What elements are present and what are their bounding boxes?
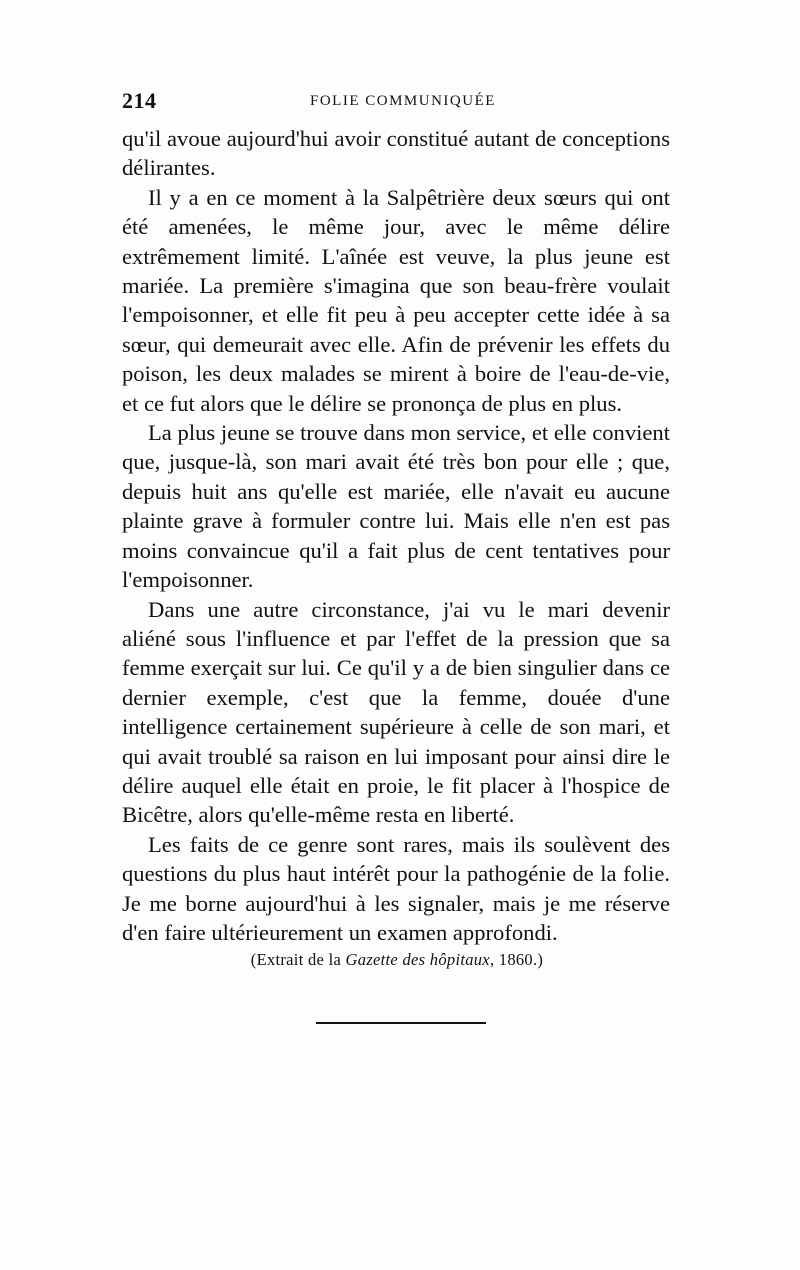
paragraph-husband-case: Dans une autre circonstance, j'ai vu le mari devenir aliéné sous l'influence et par l'effet de la pression que sa femme exerçait sur lui. Ce qu'il y a de bien singulier dans ce dernier exemple, c'est que la femme, douée d'une intelligence certainement supérieure à celle de son mari, et qui avait troublé sa raison en lui imposant pour ainsi dire le délire auquel elle était en proie, le fit placer à l'hospice de Bicêtre, alors qu'elle-même resta en liberté. <box>122 596 670 828</box>
source-prefix: (Extrait de la <box>250 950 346 969</box>
paragraph-conclusion: Les faits de ce genre sont rares, mais ils soulèvent des questions du plus haut intérêt pour la pathogénie de la folie. Je me borne aujourd'hui à les signaler, mais je me réserve d'en faire ultérieurement un examen approfondi. <box>122 831 670 945</box>
source-suffix: , 1860.) <box>489 950 544 969</box>
running-head: FOLIE COMMUNIQUÉE <box>310 93 496 109</box>
page-header <box>122 88 672 118</box>
paragraph-younger-sister: La plus jeune se trouve dans mon service, et elle convient que, jusque-là, son mari avait été très bon pour elle ; que, depuis huit ans qu'elle est mariée, elle n'avait eu aucune plainte grave à formuler contre lui. Mais elle n'en est pas moins convaincue qu'il a fait plus de cent tentatives pour l'empoisonner. <box>122 420 670 593</box>
page-number: 214 <box>122 88 157 113</box>
paragraph-salpetriere: Il y a en ce moment à la Salpêtrière deux sœurs qui ont été amenées, le même jour, avec le même délire extrêmement limité. L'aînée est veuve, la plus jeune est mariée. La première s'imagina que son beau-frère voulait l'empoisonner, et elle fit peu à peu accepter cette idée à sa sœur, qui demeurait avec elle. Afin de prévenir les effets du poison, les deux malades se mirent à boire de l'eau-de-vie, et ce fut alors que le délire se prononça de plus en plus. <box>122 184 670 416</box>
end-rule <box>316 1022 486 1024</box>
body-text <box>122 124 670 947</box>
source-citation <box>122 950 672 970</box>
paragraph-continuation: qu'il avoue aujourd'hui avoir constitué autant de conceptions délirantes. <box>122 126 670 181</box>
source-journal-title: Gazette des hôpitaux <box>345 950 490 969</box>
